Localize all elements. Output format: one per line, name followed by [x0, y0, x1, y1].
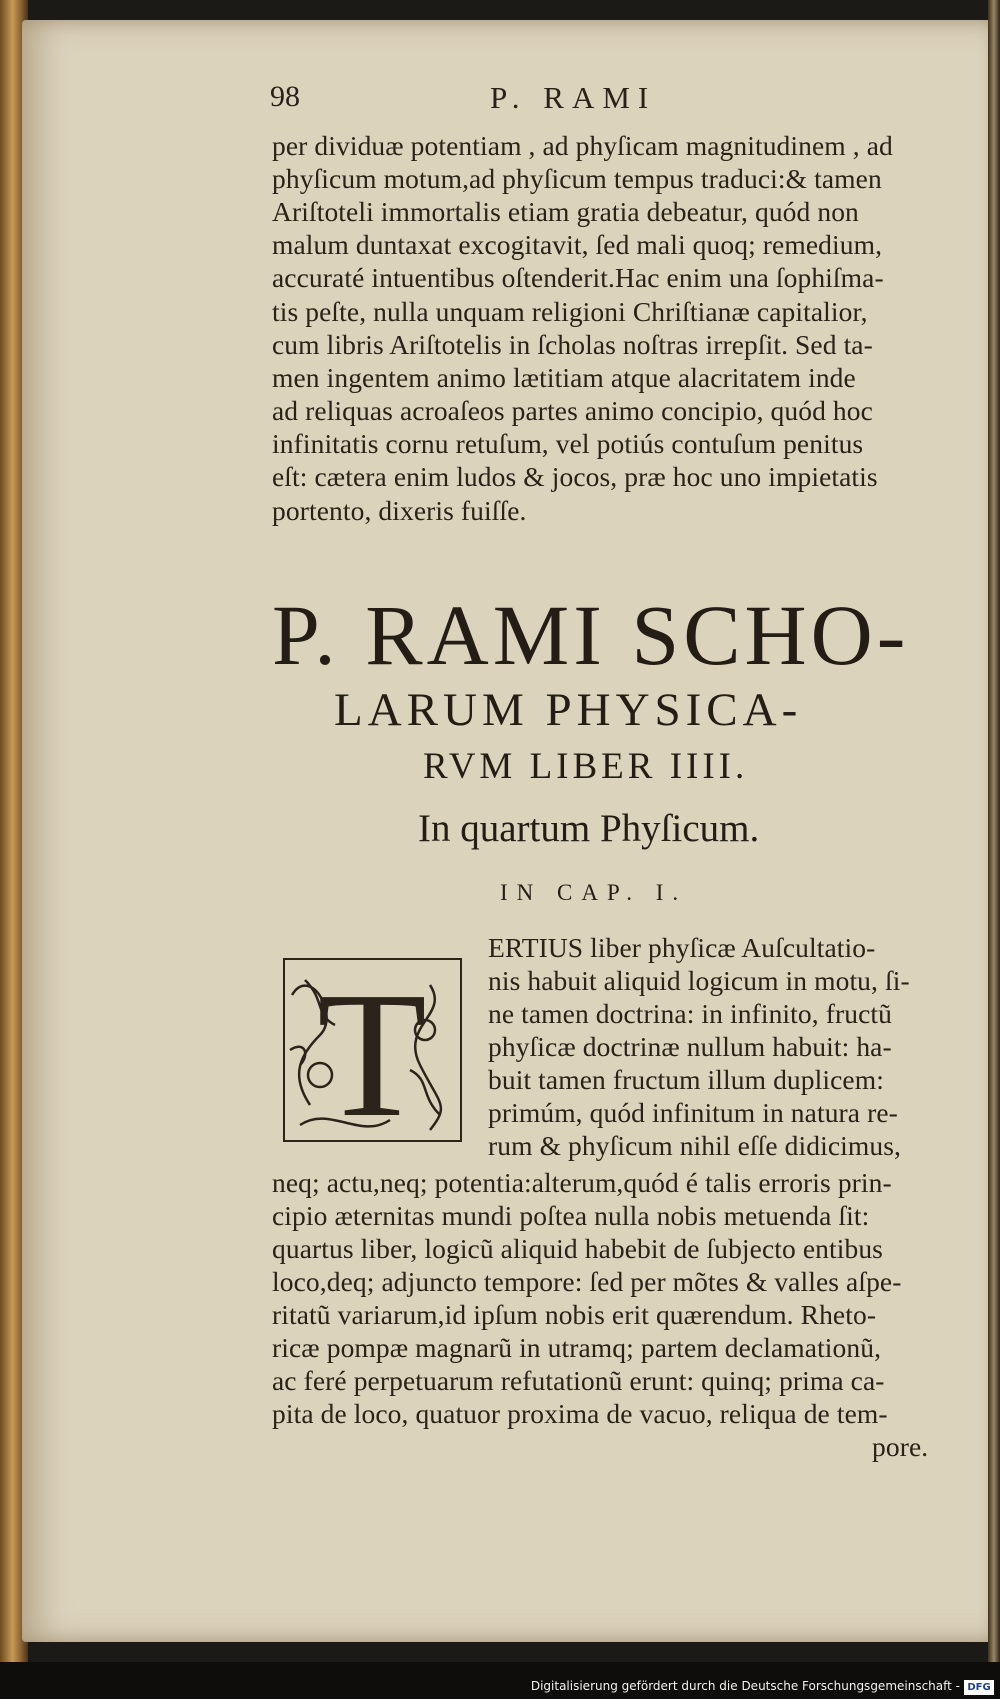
text-line: eſt: cætera enim ludos & jocos, præ hoc uno impietatis — [272, 461, 878, 492]
book-title-line-3: RVM LIBER IIII. — [423, 746, 749, 787]
text-line: Ariſtoteli immortalis etiam gratia debeatur, quód non — [272, 196, 859, 227]
text-line: ac feré perpetuarum refutationũ erunt: quinq; prima ca- — [272, 1365, 885, 1396]
text-line: accuraté intuentibus oſtenderit.Hac enim una ſophiſma- — [272, 262, 884, 293]
text-line: phyſicæ doctrinæ nullum habuit: ha- — [488, 1031, 892, 1062]
svg-text:T: T — [317, 955, 427, 1145]
text-line: infinitatis cornu retuſum, vel potiús contuſum penitus — [272, 428, 864, 459]
page-header — [270, 80, 900, 120]
book-title-line-2: LARUM PHYSICA- — [334, 684, 803, 736]
dfg-logo: DFG — [964, 1680, 994, 1695]
text-line: quartus liber, logicũ aliquid habebit de ſubjecto entibus — [272, 1233, 883, 1264]
footer-bar — [0, 1662, 1000, 1699]
text-line: neq; actu,neq; potentia:alterum,quód é talis erroris prin- — [272, 1167, 892, 1198]
chapter-heading: IN CAP. I. — [500, 880, 688, 905]
funding-credit: Digitalisierung gefördert durch die Deutsche Forschungsgemeinschaft - — [530, 1679, 960, 1693]
text-line: primúm, quód infinitum in natura re- — [488, 1097, 898, 1128]
text-line: ne tamen doctrina: in infinito, fructũ — [488, 998, 892, 1029]
text-line: ritatũ variarum,id ipſum nobis erit quærendum. Rheto- — [272, 1299, 877, 1330]
text-line: ERTIUS liber phyſicæ Auſcultatio- — [488, 932, 876, 963]
text-line: loco,deq; adjuncto tempore: ſed per mõtes & valles aſpe- — [272, 1266, 902, 1297]
running-title: P. RAMI — [490, 80, 657, 115]
text-line: per dividuæ potentiam , ad phyſicam magnitudinem , ad — [272, 130, 893, 161]
text-line: ricæ pompæ magnarũ in utramq; partem declamationũ, — [272, 1332, 882, 1363]
text-line: malum duntaxat excogitavit, ſed mali quoq; remedium, — [272, 229, 883, 260]
decorated-initial-letter — [280, 955, 465, 1145]
text-line: cum libris Ariſtotelis in ſcholas noſtras irrepſit. Sed ta- — [272, 329, 873, 360]
text-line: tis peſte, nulla unquam religioni Chriſtianæ capitalior, — [272, 296, 868, 327]
text-line: ad reliquas acroaſeos partes animo concipio, quód hoc — [272, 395, 873, 426]
page-number: 98 — [270, 80, 300, 113]
ornament-initial-icon — [280, 955, 465, 1145]
page-edge — [988, 0, 1000, 1662]
text-line: cipio æternitas mundi poſtea nulla nobis metuenda ſit: — [272, 1200, 870, 1231]
text-line: nis habuit aliquid logicum in motu, ſi- — [488, 965, 910, 996]
text-line: buit tamen fructum illum duplicem: — [488, 1064, 884, 1095]
text-line: pore. — [872, 1431, 929, 1462]
text-line: phyſicum motum,ad phyſicum tempus traduci:& tamen — [272, 163, 882, 194]
text-line: men ingentem animo lætitiam atque alacritatem inde — [272, 362, 856, 393]
book-subtitle: In quartum Phyſicum. — [418, 807, 760, 850]
text-line: pita de loco, quatuor proxima de vacuo, reliqua de tem- — [272, 1398, 888, 1429]
text-line: rum & phyſicum nihil eſſe didicimus, — [488, 1130, 901, 1161]
book-title-line-1: P. RAMI SCHO- — [272, 587, 910, 683]
text-line: portento, dixeris fuiſſe. — [272, 495, 527, 526]
